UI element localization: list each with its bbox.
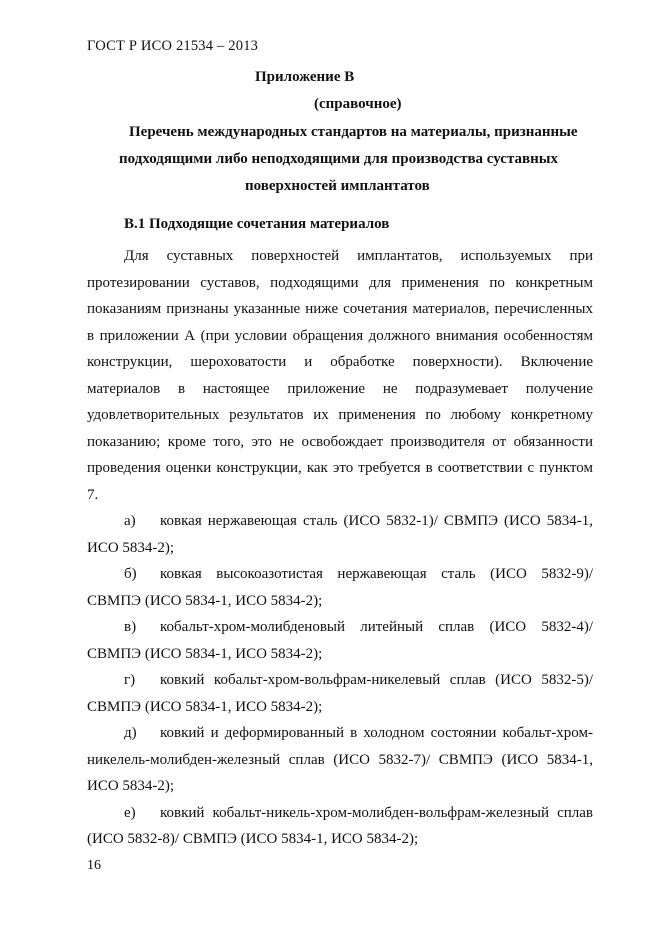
materials-list (87, 508, 593, 853)
list-item-text: ковкая высокоазотистая нержавеющая сталь (ИСО 5832-9)/ СВМПЭ (ИСО 5834-1, ИСО 5834-2); (87, 566, 593, 609)
list-item (87, 800, 593, 853)
list-marker: в) (124, 619, 137, 635)
list-item-text: кобальт-хром-молибденовый литейный сплав (ИСО 5832-4)/ СВМПЭ (ИСО 5834-1, ИСО 5834-2); (87, 619, 593, 662)
appendix-type: (справочное) (314, 96, 402, 112)
list-item-text: ковкий и деформированный в холодном состоянии кобальт-хром-никелель-молибден-железный сплав (ИСО 5832-7)/ СВМПЭ (ИСО 5834-1, ИСО 5834-2); (87, 725, 593, 794)
list-item (87, 508, 593, 561)
list-item (87, 561, 593, 614)
list-item (87, 614, 593, 667)
list-item (87, 720, 593, 800)
list-marker: б) (124, 566, 137, 582)
list-marker: д) (124, 725, 137, 741)
list-marker: е) (124, 804, 136, 821)
body-text (87, 243, 593, 853)
list-item-text: ковкий кобальт-никель-хром-молибден-вольфрам-железный сплав (ИСО 5832-8)/ СВМПЭ (ИСО 5834-1, ИСО 5834-2); (87, 804, 593, 847)
list-marker: г) (124, 672, 136, 688)
appendix-heading-line-3: поверхностей имплантатов (245, 178, 430, 194)
section-title: В.1 Подходящие сочетания материалов (124, 216, 390, 232)
appendix-heading-line-1: Перечень международных стандартов на материалы, признанные (129, 124, 578, 140)
list-marker: а) (124, 513, 136, 529)
list-item (87, 667, 593, 720)
list-item-text: ковкий кобальт-хром-вольфрам-никелевый сплав (ИСО 5832-5)/ СВМПЭ (ИСО 5834-1, ИСО 5834-2); (87, 672, 593, 715)
appendix-heading-line-2: подходящими либо неподходящими для производства суставных (119, 151, 558, 167)
page-number: 16 (87, 858, 101, 873)
appendix-title: Приложение В (255, 69, 355, 85)
list-item-text: ковкая нержавеющая сталь (ИСО 5832-1)/ СВМПЭ (ИСО 5834-1, ИСО 5834-2); (87, 513, 593, 556)
intro-paragraph: Для суставных поверхностей имплантатов, используемых при протезировании суставов, подходящими для применения по конкретным показаниям признаны указанные ниже сочетания материалов, перечисленных в приложении А (при условии обращения должного внимания особенностям конструкции, шероховатости и обработке поверхности). Включение материалов в настоящее приложение не подразумевает получение удовлетворительных результатов их применения по любому конкретному показанию; кроме того, это не освобождает производителя от обязанности проведения оценки конструкции, как это требуется в соответствии с пунктом 7. (87, 248, 593, 503)
document-header: ГОСТ Р ИСО 21534 – 2013 (87, 38, 259, 54)
